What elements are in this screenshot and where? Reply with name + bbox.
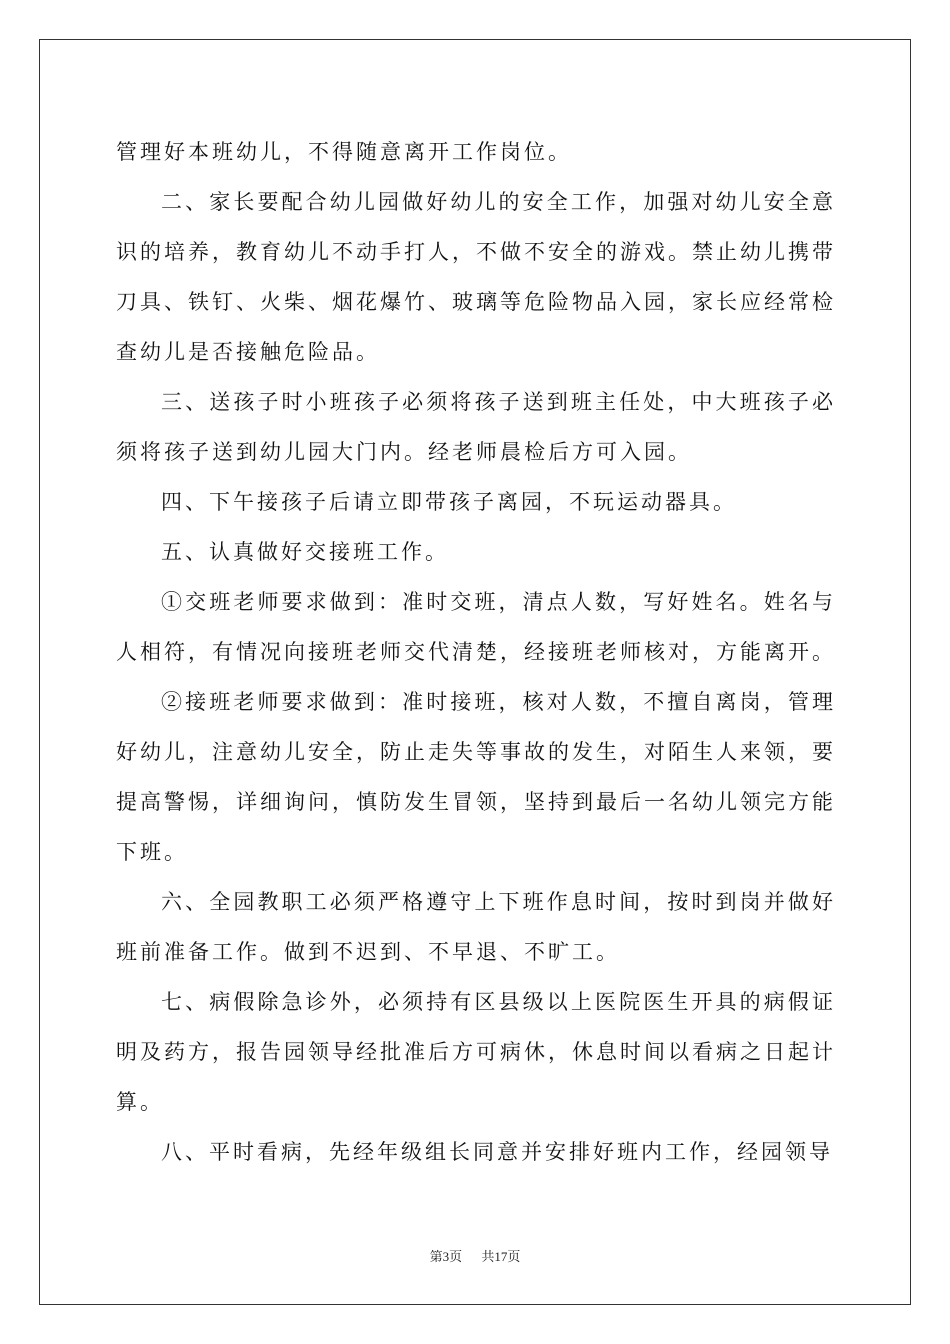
document-body	[116, 127, 836, 1177]
page-total: 共17页	[481, 1249, 521, 1264]
paragraph-1: 管理好本班幼儿，不得随意离开工作岗位。	[116, 140, 572, 164]
paragraph-4: 四、下午接孩子后请立即带孩子离园，不玩运动器具。	[161, 490, 737, 514]
paragraph-6: ①交班老师要求做到：准时交班，清点人数，写好姓名。姓名与人相符，有情况向接班老师交代清楚，经接班老师核对，方能离开。	[116, 590, 836, 664]
paragraph-7: ②接班老师要求做到：准时接班，核对人数，不擅自离岗，管理好幼儿，注意幼儿安全，防止走失等事故的发生，对陌生人来领，要提高警惕，详细询问，慎防发生冒领，坚持到最后一名幼儿领完方能下班。	[116, 690, 836, 864]
paragraph-9: 七、病假除急诊外，必须持有区县级以上医院医生开具的病假证明及药方，报告园领导经批准后方可病休，休息时间以看病之日起计算。	[116, 990, 836, 1114]
paragraph-2: 二、家长要配合幼儿园做好幼儿的安全工作，加强对幼儿安全意识的培养，教育幼儿不动手打人，不做不安全的游戏。禁止幼儿携带刀具、铁钉、火柴、烟花爆竹、玻璃等危险物品入园，家长应经常检查幼儿是否接触危险品。	[116, 190, 836, 364]
paragraph-5: 五、认真做好交接班工作。	[161, 540, 449, 564]
page-number: 第3页	[429, 1249, 463, 1264]
paragraph-3: 三、送孩子时小班孩子必须将孩子送到班主任处，中大班孩子必须将孩子送到幼儿园大门内。经老师晨检后方可入园。	[116, 390, 836, 464]
page-footer	[0, 1246, 950, 1265]
paragraph-10: 八、平时看病，先经年级组长同意并安排好班内工作，经园领导	[161, 1140, 833, 1164]
paragraph-8: 六、全园教职工必须严格遵守上下班作息时间，按时到岗并做好班前准备工作。做到不迟到、不早退、不旷工。	[116, 890, 836, 964]
